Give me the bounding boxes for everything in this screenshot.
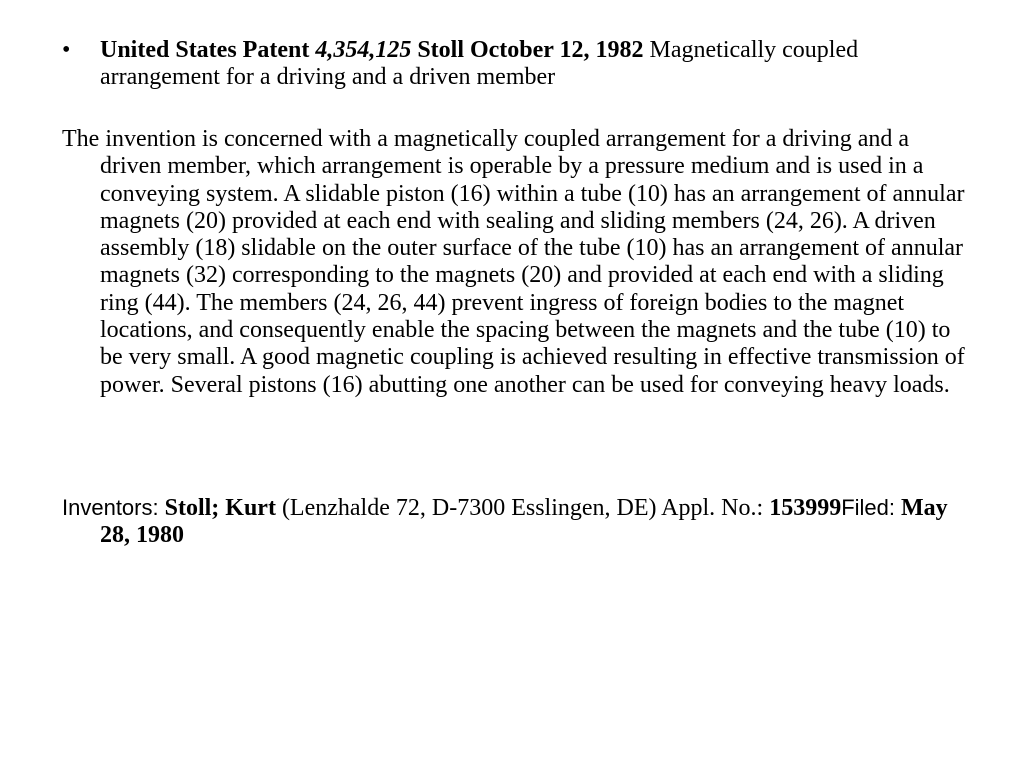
patent-heading <box>100 37 962 91</box>
patent-title: Magnetically coupled arrangement for a driving and a driven member <box>100 37 859 90</box>
inventors-paragraph <box>62 494 967 550</box>
bullet-icon: • <box>62 37 71 63</box>
inventors-label: Inventors: <box>62 495 159 520</box>
filed-date: May 28, 1980 <box>100 495 948 549</box>
inventor-date: Stoll October 12, 1982 <box>417 37 644 63</box>
inventor-name: Stoll; Kurt <box>164 495 276 521</box>
patent-label: United States Patent <box>100 37 310 63</box>
application-number: 153999 <box>769 495 842 521</box>
patent-number: 4,354,125 <box>315 37 412 63</box>
patent-bullet <box>62 37 962 91</box>
abstract-paragraph: The invention is concerned with a magnetically coupled arrangement for a driving and a driven member, which arrangement is operable by a pressure medium and is used in a conveying system. A slidable piston (16) within a tube (10) has an arrangement of annular magnets (20) provided at each end with sealing and sliding members (24, 26). A driven assembly (18) slidable on the outer surface of the tube (10) has an arrangement of annular magnets (32) corresponding to the magnets (20) and provided at each end with a sliding ring (44). The members (24, 26, 44) prevent ingress of foreign bodies to the magnet locations, and consequently enable the spacing between the magnets and the tube (10) to be very small. A good magnetic coupling is achieved resulting in effective transmission of power. Several pistons (16) abutting one another can be used for conveying heavy loads. <box>62 126 965 398</box>
inventor-address: (Lenzhalde 72, D-7300 Esslingen, DE) Appl. No.: <box>281 495 764 521</box>
filed-label: Filed: <box>841 495 895 520</box>
